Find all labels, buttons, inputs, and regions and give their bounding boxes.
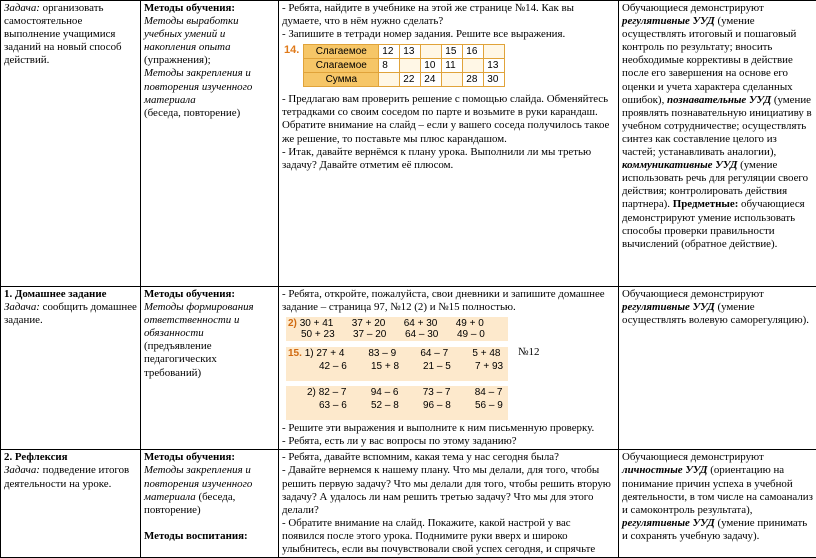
methods-title-2: Методы воспитания: — [144, 529, 248, 542]
regulative-label: регулятивные УУД — [622, 301, 715, 314]
expression: 49 – 0 — [457, 329, 485, 341]
stage-heading: 1. Домашнее задание — [4, 288, 107, 300]
teacher-activity-cell — [279, 287, 619, 450]
cell: 11 — [442, 59, 463, 73]
expression: 7 + 93 — [475, 361, 504, 373]
cell — [484, 45, 505, 59]
stage-heading: 2. Рефлексия — [4, 451, 68, 464]
expression: 56 – 9 — [475, 400, 503, 412]
expression: 37 + 20 — [351, 318, 386, 330]
task-text: сообщить домашнее задание. — [4, 301, 137, 327]
expression: 64 – 7 — [420, 348, 449, 360]
exercise-row — [304, 59, 505, 73]
task-label: Задача: — [4, 301, 40, 314]
expression: 63 – 6 — [319, 400, 347, 412]
expression: 96 – 8 — [423, 400, 451, 412]
teacher-line: - Решите эти выражения и выполните к ним письменную проверку. — [282, 422, 595, 435]
methods-a-note: (беседа, повторение) — [144, 490, 236, 516]
teacher-activity-cell — [279, 1, 619, 287]
teacher-line: - Итак, давайте вернёмся к плану урока. Выполнили ли мы третью задачу? Давайте отметим её плюсом. — [282, 145, 592, 171]
exercise-row — [304, 73, 505, 87]
row-label: Сумма — [304, 73, 379, 87]
expression: 50 + 23 — [301, 329, 335, 341]
communicative-label: коммуникативные УУД — [622, 159, 738, 172]
regulative-text: (умение осуществлять итоговый и пошаговый контроль по результату; вносить необходимые коррективы в действие после его завершения на основе его оценки и учета характера сделанных ошибок), — [622, 15, 797, 106]
expression: 27 + 4 — [316, 348, 345, 360]
cell — [400, 59, 421, 73]
cell — [463, 59, 484, 73]
methods-cell — [141, 1, 279, 287]
methods-b-note: (беседа, повторение) — [144, 106, 241, 119]
regulative-label: регулятивные УУД — [622, 15, 715, 28]
methods-title: Методы обучения: — [144, 288, 236, 300]
cell: 15 — [442, 45, 463, 59]
personal-label: личностные УУД — [622, 464, 708, 477]
cell: 24 — [421, 73, 442, 87]
regulative-label: регулятивные УУД — [622, 516, 715, 529]
methods-b: Методы закрепления и повторения изученного материала — [144, 67, 253, 106]
methods-cell — [141, 450, 279, 558]
spacer — [144, 517, 275, 530]
expression: 82 – 7 — [318, 387, 347, 399]
cell: 13 — [400, 45, 421, 59]
cognitive-text: (умение проявлять познавательную инициативу в учебном сотрудничестве; осуществлять синтез как составление целого из частей; устанавливать аналогии), — [622, 93, 812, 159]
expression: 30 + 41 — [299, 318, 334, 330]
task-text: организовать самостоятельное выполнение учащимися заданий на новый способ действий. — [4, 2, 122, 67]
teacher-line: - Запишите в тетради номер задания. Решите все выражения. — [282, 28, 566, 41]
uud-intro: Обучающиеся демонстрируют — [622, 451, 764, 464]
teacher-line: - Предлагаю вам проверить решение с помощью слайда. Обменяйтесь тетрадками со своим соседом по парте и возьмите в руки карандаш. Обратите внимание на слайд – если у вашего соседа получилось такое же решение, то поставьте мы плюс карандашом. — [282, 93, 610, 145]
expression: 83 – 9 — [368, 348, 397, 360]
exercise-12-row — [301, 329, 509, 340]
cognitive-label: познавательные УУД — [667, 93, 772, 106]
expression: 42 – 6 — [319, 361, 347, 373]
regulative-text: (умение принимать и сохранять учебную задачу). — [622, 516, 808, 542]
subject-label: Предметные: — [672, 198, 739, 211]
exercise-14-table — [303, 44, 505, 87]
table-row — [1, 1, 816, 287]
teacher-line: - Ребята, есть ли у вас вопросы по этому заданию? — [282, 435, 517, 448]
methods-a: Методы формирования ответственности и обязанности — [144, 301, 254, 340]
cell: 30 — [484, 73, 505, 87]
expression: 49 + 0 — [455, 318, 484, 330]
exercise-14-image — [284, 44, 615, 87]
cell: 22 — [400, 73, 421, 87]
cell: 16 — [463, 45, 484, 59]
stage-cell — [1, 287, 141, 450]
exercise-number: 15. — [288, 348, 302, 360]
expression: 94 – 6 — [370, 387, 399, 399]
row-label: Слагаемое — [304, 59, 379, 73]
teacher-line: - Ребята, найдите в учебнике на этой же странице №14. Как вы думаете, что в нём нужно сделать? — [282, 2, 574, 28]
uud-cell — [619, 287, 816, 450]
cell: 13 — [484, 59, 505, 73]
sub-number: 1) — [304, 348, 314, 360]
teacher-line: - Ребята, откройте, пожалуйста, свои дневники и запишите домашнее задание – страница 97, №12 (2) и №15 полностью. — [282, 288, 605, 314]
teacher-line: - Давайте вернемся к нашему плану. Что мы делали, для того, чтобы решить первую задачу? Что мы делали для того, чтобы решить вторую задачу? А удалось ли нам решить третью задачу? Что мы для этого делали? — [282, 464, 611, 516]
exercise-15-row — [319, 400, 527, 411]
uud-cell — [619, 1, 816, 287]
expression: 73 – 7 — [422, 387, 451, 399]
homework-exercises-image — [286, 316, 615, 420]
uud-cell — [619, 450, 816, 558]
methods-cell — [141, 287, 279, 450]
expression: 64 – 30 — [405, 329, 439, 341]
row-label: Слагаемое — [304, 45, 379, 59]
subject-text: обучающиеся демонстрируют умение использовать способы проверки правильности вычислений (обратное действие). — [622, 198, 805, 250]
table-row — [1, 287, 816, 450]
regulative-text: (умение осуществлять волевую саморегуляцию). — [622, 301, 809, 327]
uud-intro: Обучающиеся демонстрируют — [622, 2, 764, 14]
cell: 28 — [463, 73, 484, 87]
exercise-12-label: №12 — [518, 346, 540, 359]
stage-cell — [1, 1, 141, 287]
expression: 5 + 48 — [472, 348, 501, 360]
communicative-text: (умение использовать речь для регуляции своего действия; контролировать действия партнера). — [622, 159, 809, 211]
cell — [379, 73, 400, 87]
exercise-number: 14. — [284, 44, 300, 57]
cell: 12 — [379, 45, 400, 59]
methods-a-note: (предъявление педагогических требований) — [144, 340, 217, 379]
exercise-row — [304, 45, 505, 59]
cell: 8 — [379, 59, 400, 73]
cell — [442, 73, 463, 87]
methods-a-note: (упражнения); — [144, 54, 211, 67]
expression: 64 + 30 — [403, 318, 438, 330]
sub-number: 2) — [307, 387, 316, 399]
teacher-line: - Ребята, давайте вспомним, какая тема у нас сегодня была? — [282, 451, 559, 464]
task-text: подведение итогов деятельности на уроке. — [4, 464, 130, 490]
exercise-12-row — [288, 318, 508, 329]
stage-cell — [1, 450, 141, 558]
task-label: Задача: — [4, 2, 40, 14]
personal-text: (ориентацию на понимание причин успеха в учебной деятельности, в том числе на самоанализ и самоконтроль результата), — [622, 464, 813, 516]
expression: 21 – 5 — [423, 361, 451, 373]
expression: 52 – 8 — [371, 400, 399, 412]
cell: 10 — [421, 59, 442, 73]
exercise-number: 2) — [288, 318, 297, 330]
expression: 84 – 7 — [474, 387, 503, 399]
expression: 15 + 8 — [371, 361, 400, 373]
teacher-activity-cell — [279, 450, 619, 558]
teacher-line: - Обратите внимание на слайд. Покажите, какой настрой у вас появился после этого урока. Поднимите руки вверх и широко улыбнитесь, если вы почувствовали свой успех сегодня, и спрячьте — [282, 516, 596, 556]
exercise-15-row — [307, 387, 527, 398]
task-label: Задача: — [4, 464, 40, 477]
methods-a: Методы закрепления и повторения изученного материала — [144, 464, 253, 503]
uud-intro: Обучающиеся демонстрируют — [622, 288, 764, 300]
methods-title: Методы обучения: — [144, 451, 236, 464]
methods-title: Методы обучения: — [144, 2, 236, 14]
table-row — [1, 450, 816, 558]
cell — [421, 45, 442, 59]
expression: 37 – 20 — [353, 329, 387, 341]
methods-a: Методы выработки учебных умений и накопления опыта — [144, 15, 239, 54]
exercise-15-row — [319, 361, 527, 372]
exercise-15-row — [288, 348, 524, 359]
